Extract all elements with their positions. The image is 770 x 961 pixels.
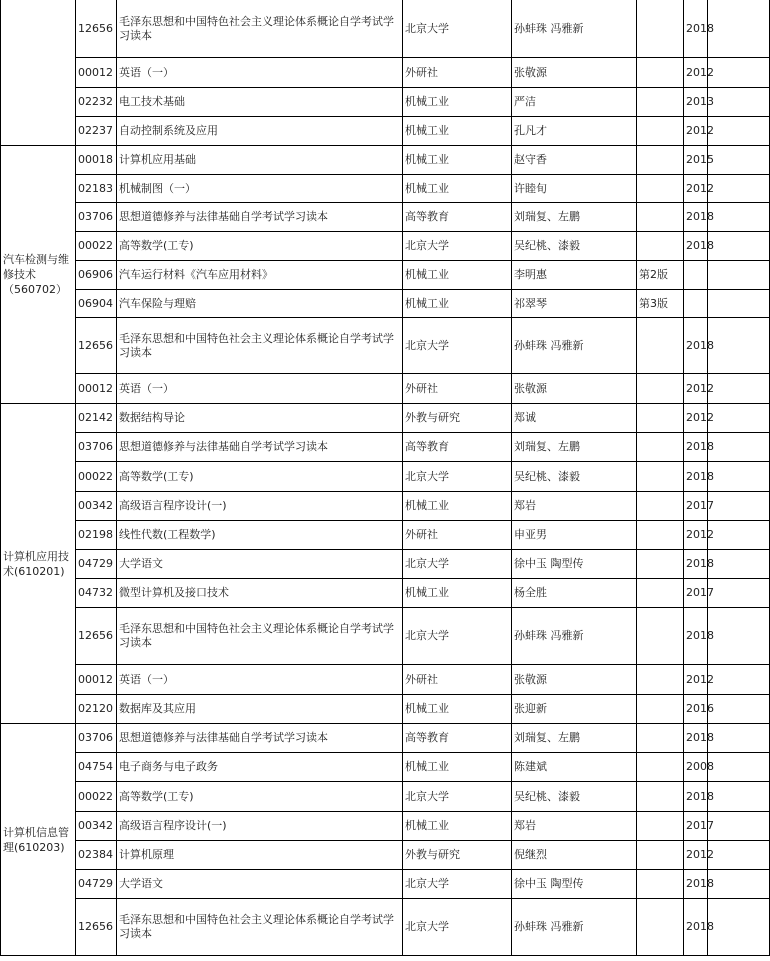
publisher-cell: 北京大学 [403,0,512,58]
edition-cell [637,374,684,404]
table-row [1,608,770,665]
year-cell: 2018 [684,203,708,232]
publisher-cell: 机械工业 [403,290,512,318]
edition-cell [637,318,684,374]
publisher-cell: 高等教育 [403,433,512,462]
empty-cell [708,261,770,290]
empty-cell [708,608,770,665]
author-cell: 刘瑞复、左鹏 [512,203,637,232]
year-cell: 2018 [684,462,708,492]
author-cell: 张敬源 [512,665,637,695]
year-cell: 2018 [684,724,708,753]
year-cell: 2016 [684,695,708,724]
publisher-cell: 北京大学 [403,870,512,899]
edition-cell: 第3版 [637,290,684,318]
empty-cell [708,0,770,58]
publisher-cell: 机械工业 [403,88,512,117]
empty-cell [708,550,770,579]
course-cell: 高等数学(工专) [117,782,403,812]
table-row [1,117,770,146]
code-cell: 00022 [76,462,117,492]
author-cell: 陈建斌 [512,753,637,782]
publisher-cell: 北京大学 [403,550,512,579]
publisher-cell: 北京大学 [403,232,512,261]
edition-cell [637,550,684,579]
code-cell: 00342 [76,812,117,841]
code-cell: 03706 [76,724,117,753]
author-cell: 杨全胜 [512,579,637,608]
table-row [1,841,770,870]
edition-cell [637,462,684,492]
course-cell: 思想道德修养与法律基础自学考试学习读本 [117,433,403,462]
code-cell: 02183 [76,175,117,203]
publisher-cell: 北京大学 [403,318,512,374]
course-cell: 计算机应用基础 [117,146,403,175]
empty-cell [708,58,770,88]
publisher-cell: 北京大学 [403,462,512,492]
table-row [1,175,770,203]
author-cell: 赵守香 [512,146,637,175]
table-row [1,146,770,175]
table-row [1,203,770,232]
code-cell: 12656 [76,608,117,665]
year-cell: 2018 [684,0,708,58]
author-cell: 申亚男 [512,521,637,550]
publisher-cell: 机械工业 [403,492,512,521]
code-cell: 00018 [76,146,117,175]
year-cell: 2012 [684,117,708,146]
empty-cell [708,870,770,899]
empty-cell [708,117,770,146]
author-cell: 许睦旬 [512,175,637,203]
year-cell: 2015 [684,146,708,175]
publisher-cell: 机械工业 [403,695,512,724]
year-cell: 2018 [684,899,708,956]
code-cell: 00012 [76,665,117,695]
table-row [1,318,770,374]
publisher-cell: 外教与研究 [403,841,512,870]
year-cell: 2008 [684,753,708,782]
publisher-cell: 北京大学 [403,608,512,665]
edition-cell [637,782,684,812]
year-cell: 2013 [684,88,708,117]
publisher-cell: 机械工业 [403,146,512,175]
empty-cell [708,433,770,462]
empty-cell [708,232,770,261]
edition-cell [637,899,684,956]
author-cell: 吴纪桃、漆毅 [512,462,637,492]
course-cell: 机械制图（一） [117,175,403,203]
year-cell [684,261,708,290]
code-cell: 02232 [76,88,117,117]
edition-cell [637,841,684,870]
year-cell: 2012 [684,404,708,433]
code-cell: 00022 [76,782,117,812]
edition-cell [637,608,684,665]
publisher-cell: 机械工业 [403,812,512,841]
major-cell: 计算机应用技术(610201) [1,404,76,724]
author-cell: 吴纪桃、漆毅 [512,232,637,261]
course-cell: 英语（一） [117,374,403,404]
table-row [1,899,770,956]
year-cell: 2012 [684,374,708,404]
course-cell: 线性代数(工程数学) [117,521,403,550]
publisher-cell: 外研社 [403,374,512,404]
course-cell: 数据结构导论 [117,404,403,433]
code-cell: 04729 [76,550,117,579]
empty-cell [708,665,770,695]
course-cell: 计算机原理 [117,841,403,870]
course-cell: 英语（一） [117,665,403,695]
publisher-cell: 机械工业 [403,117,512,146]
year-cell: 2018 [684,870,708,899]
publisher-cell: 外教与研究 [403,404,512,433]
year-cell: 2018 [684,550,708,579]
code-cell: 03706 [76,203,117,232]
table-row [1,433,770,462]
major-cell: 汽车检测与维修技术（560702） [1,146,76,404]
course-cell: 电子商务与电子政务 [117,753,403,782]
code-cell: 04754 [76,753,117,782]
empty-cell [708,175,770,203]
course-cell: 微型计算机及接口技术 [117,579,403,608]
author-cell: 徐中玉 陶型传 [512,870,637,899]
edition-cell [637,870,684,899]
empty-cell [708,318,770,374]
course-cell: 毛泽东思想和中国特色社会主义理论体系概论自学考试学习读本 [117,0,403,58]
year-cell: 2012 [684,175,708,203]
empty-cell [708,404,770,433]
course-cell: 汽车保险与理赔 [117,290,403,318]
author-cell: 倪继烈 [512,841,637,870]
course-cell: 高等数学(工专) [117,232,403,261]
author-cell: 郑诚 [512,404,637,433]
code-cell: 04732 [76,579,117,608]
table-row [1,579,770,608]
publisher-cell: 高等教育 [403,203,512,232]
author-cell: 刘瑞复、左鹏 [512,724,637,753]
edition-cell [637,88,684,117]
table-row [1,782,770,812]
empty-cell [708,899,770,956]
table-row [1,870,770,899]
empty-cell [708,290,770,318]
course-cell: 毛泽东思想和中国特色社会主义理论体系概论自学考试学习读本 [117,318,403,374]
year-cell: 2018 [684,433,708,462]
edition-cell [637,175,684,203]
author-cell: 李明惠 [512,261,637,290]
code-cell: 02142 [76,404,117,433]
publisher-cell: 北京大学 [403,899,512,956]
year-cell: 2012 [684,665,708,695]
course-cell: 数据库及其应用 [117,695,403,724]
course-cell: 英语（一） [117,58,403,88]
empty-cell [708,782,770,812]
code-cell: 02120 [76,695,117,724]
author-cell: 孙蚌珠 冯雅新 [512,608,637,665]
empty-cell [708,695,770,724]
code-cell: 02198 [76,521,117,550]
edition-cell [637,665,684,695]
author-cell: 孔凡才 [512,117,637,146]
year-cell [684,290,708,318]
author-cell: 严洁 [512,88,637,117]
edition-cell [637,0,684,58]
table-row [1,521,770,550]
edition-cell [637,58,684,88]
empty-cell [708,753,770,782]
code-cell: 00342 [76,492,117,521]
year-cell: 2018 [684,318,708,374]
edition-cell [637,203,684,232]
edition-cell [637,146,684,175]
author-cell: 徐中玉 陶型传 [512,550,637,579]
major-cell [1,0,76,146]
table-row [1,0,770,58]
empty-cell [708,492,770,521]
course-cell: 高级语言程序设计(一) [117,812,403,841]
publisher-cell: 外研社 [403,665,512,695]
publisher-cell: 机械工业 [403,579,512,608]
edition-cell [637,117,684,146]
author-cell: 张敬源 [512,374,637,404]
table-row [1,374,770,404]
empty-cell [708,812,770,841]
publisher-cell: 机械工业 [403,175,512,203]
year-cell: 2018 [684,232,708,261]
year-cell: 2017 [684,812,708,841]
course-cell: 毛泽东思想和中国特色社会主义理论体系概论自学考试学习读本 [117,899,403,956]
course-cell: 自动控制系统及应用 [117,117,403,146]
code-cell: 00022 [76,232,117,261]
year-cell: 2012 [684,58,708,88]
author-cell: 孙蚌珠 冯雅新 [512,899,637,956]
table-row [1,261,770,290]
publisher-cell: 北京大学 [403,782,512,812]
empty-cell [708,579,770,608]
code-cell: 04729 [76,870,117,899]
author-cell: 孙蚌珠 冯雅新 [512,0,637,58]
table-body [1,0,770,956]
empty-cell [708,203,770,232]
author-cell: 张敬源 [512,58,637,88]
code-cell: 12656 [76,318,117,374]
empty-cell [708,374,770,404]
table-row [1,88,770,117]
course-cell: 电工技术基础 [117,88,403,117]
edition-cell [637,753,684,782]
year-cell: 2012 [684,521,708,550]
edition-cell [637,812,684,841]
publisher-cell: 外研社 [403,58,512,88]
table-row [1,58,770,88]
course-cell: 大学语文 [117,870,403,899]
table-row [1,812,770,841]
table-row [1,724,770,753]
publisher-cell: 机械工业 [403,753,512,782]
course-cell: 汽车运行材料《汽车应用材料》 [117,261,403,290]
empty-cell [708,88,770,117]
table-row [1,550,770,579]
code-cell: 03706 [76,433,117,462]
author-cell: 吴纪桃、漆毅 [512,782,637,812]
publisher-cell: 机械工业 [403,261,512,290]
table-row [1,695,770,724]
table-row [1,290,770,318]
table-row [1,492,770,521]
code-cell: 06906 [76,261,117,290]
author-cell: 张迎新 [512,695,637,724]
publisher-cell: 高等教育 [403,724,512,753]
empty-cell [708,841,770,870]
code-cell: 12656 [76,899,117,956]
table-row [1,753,770,782]
code-cell: 02384 [76,841,117,870]
major-cell: 计算机信息管理(610203) [1,724,76,956]
empty-cell [708,724,770,753]
author-cell: 祁翠琴 [512,290,637,318]
table-row [1,404,770,433]
edition-cell [637,492,684,521]
year-cell: 2017 [684,492,708,521]
author-cell: 郑岩 [512,492,637,521]
course-cell: 毛泽东思想和中国特色社会主义理论体系概论自学考试学习读本 [117,608,403,665]
course-cell: 高级语言程序设计(一) [117,492,403,521]
year-cell: 2012 [684,841,708,870]
course-cell: 高等数学(工专) [117,462,403,492]
course-cell: 大学语文 [117,550,403,579]
table-row [1,665,770,695]
edition-cell [637,521,684,550]
empty-cell [708,521,770,550]
author-cell: 刘瑞复、左鹏 [512,433,637,462]
publisher-cell: 外研社 [403,521,512,550]
edition-cell [637,433,684,462]
empty-cell [708,462,770,492]
author-cell: 郑岩 [512,812,637,841]
code-cell: 06904 [76,290,117,318]
edition-cell [637,695,684,724]
year-cell: 2017 [684,579,708,608]
code-cell: 00012 [76,58,117,88]
table-row [1,462,770,492]
edition-cell [637,579,684,608]
empty-cell [708,146,770,175]
code-cell: 00012 [76,374,117,404]
course-cell: 思想道德修养与法律基础自学考试学习读本 [117,724,403,753]
edition-cell: 第2版 [637,261,684,290]
edition-cell [637,724,684,753]
edition-cell [637,232,684,261]
table-row [1,232,770,261]
edition-cell [637,404,684,433]
course-cell: 思想道德修养与法律基础自学考试学习读本 [117,203,403,232]
year-cell: 2018 [684,608,708,665]
code-cell: 02237 [76,117,117,146]
code-cell: 12656 [76,0,117,58]
author-cell: 孙蚌珠 冯雅新 [512,318,637,374]
year-cell: 2018 [684,782,708,812]
